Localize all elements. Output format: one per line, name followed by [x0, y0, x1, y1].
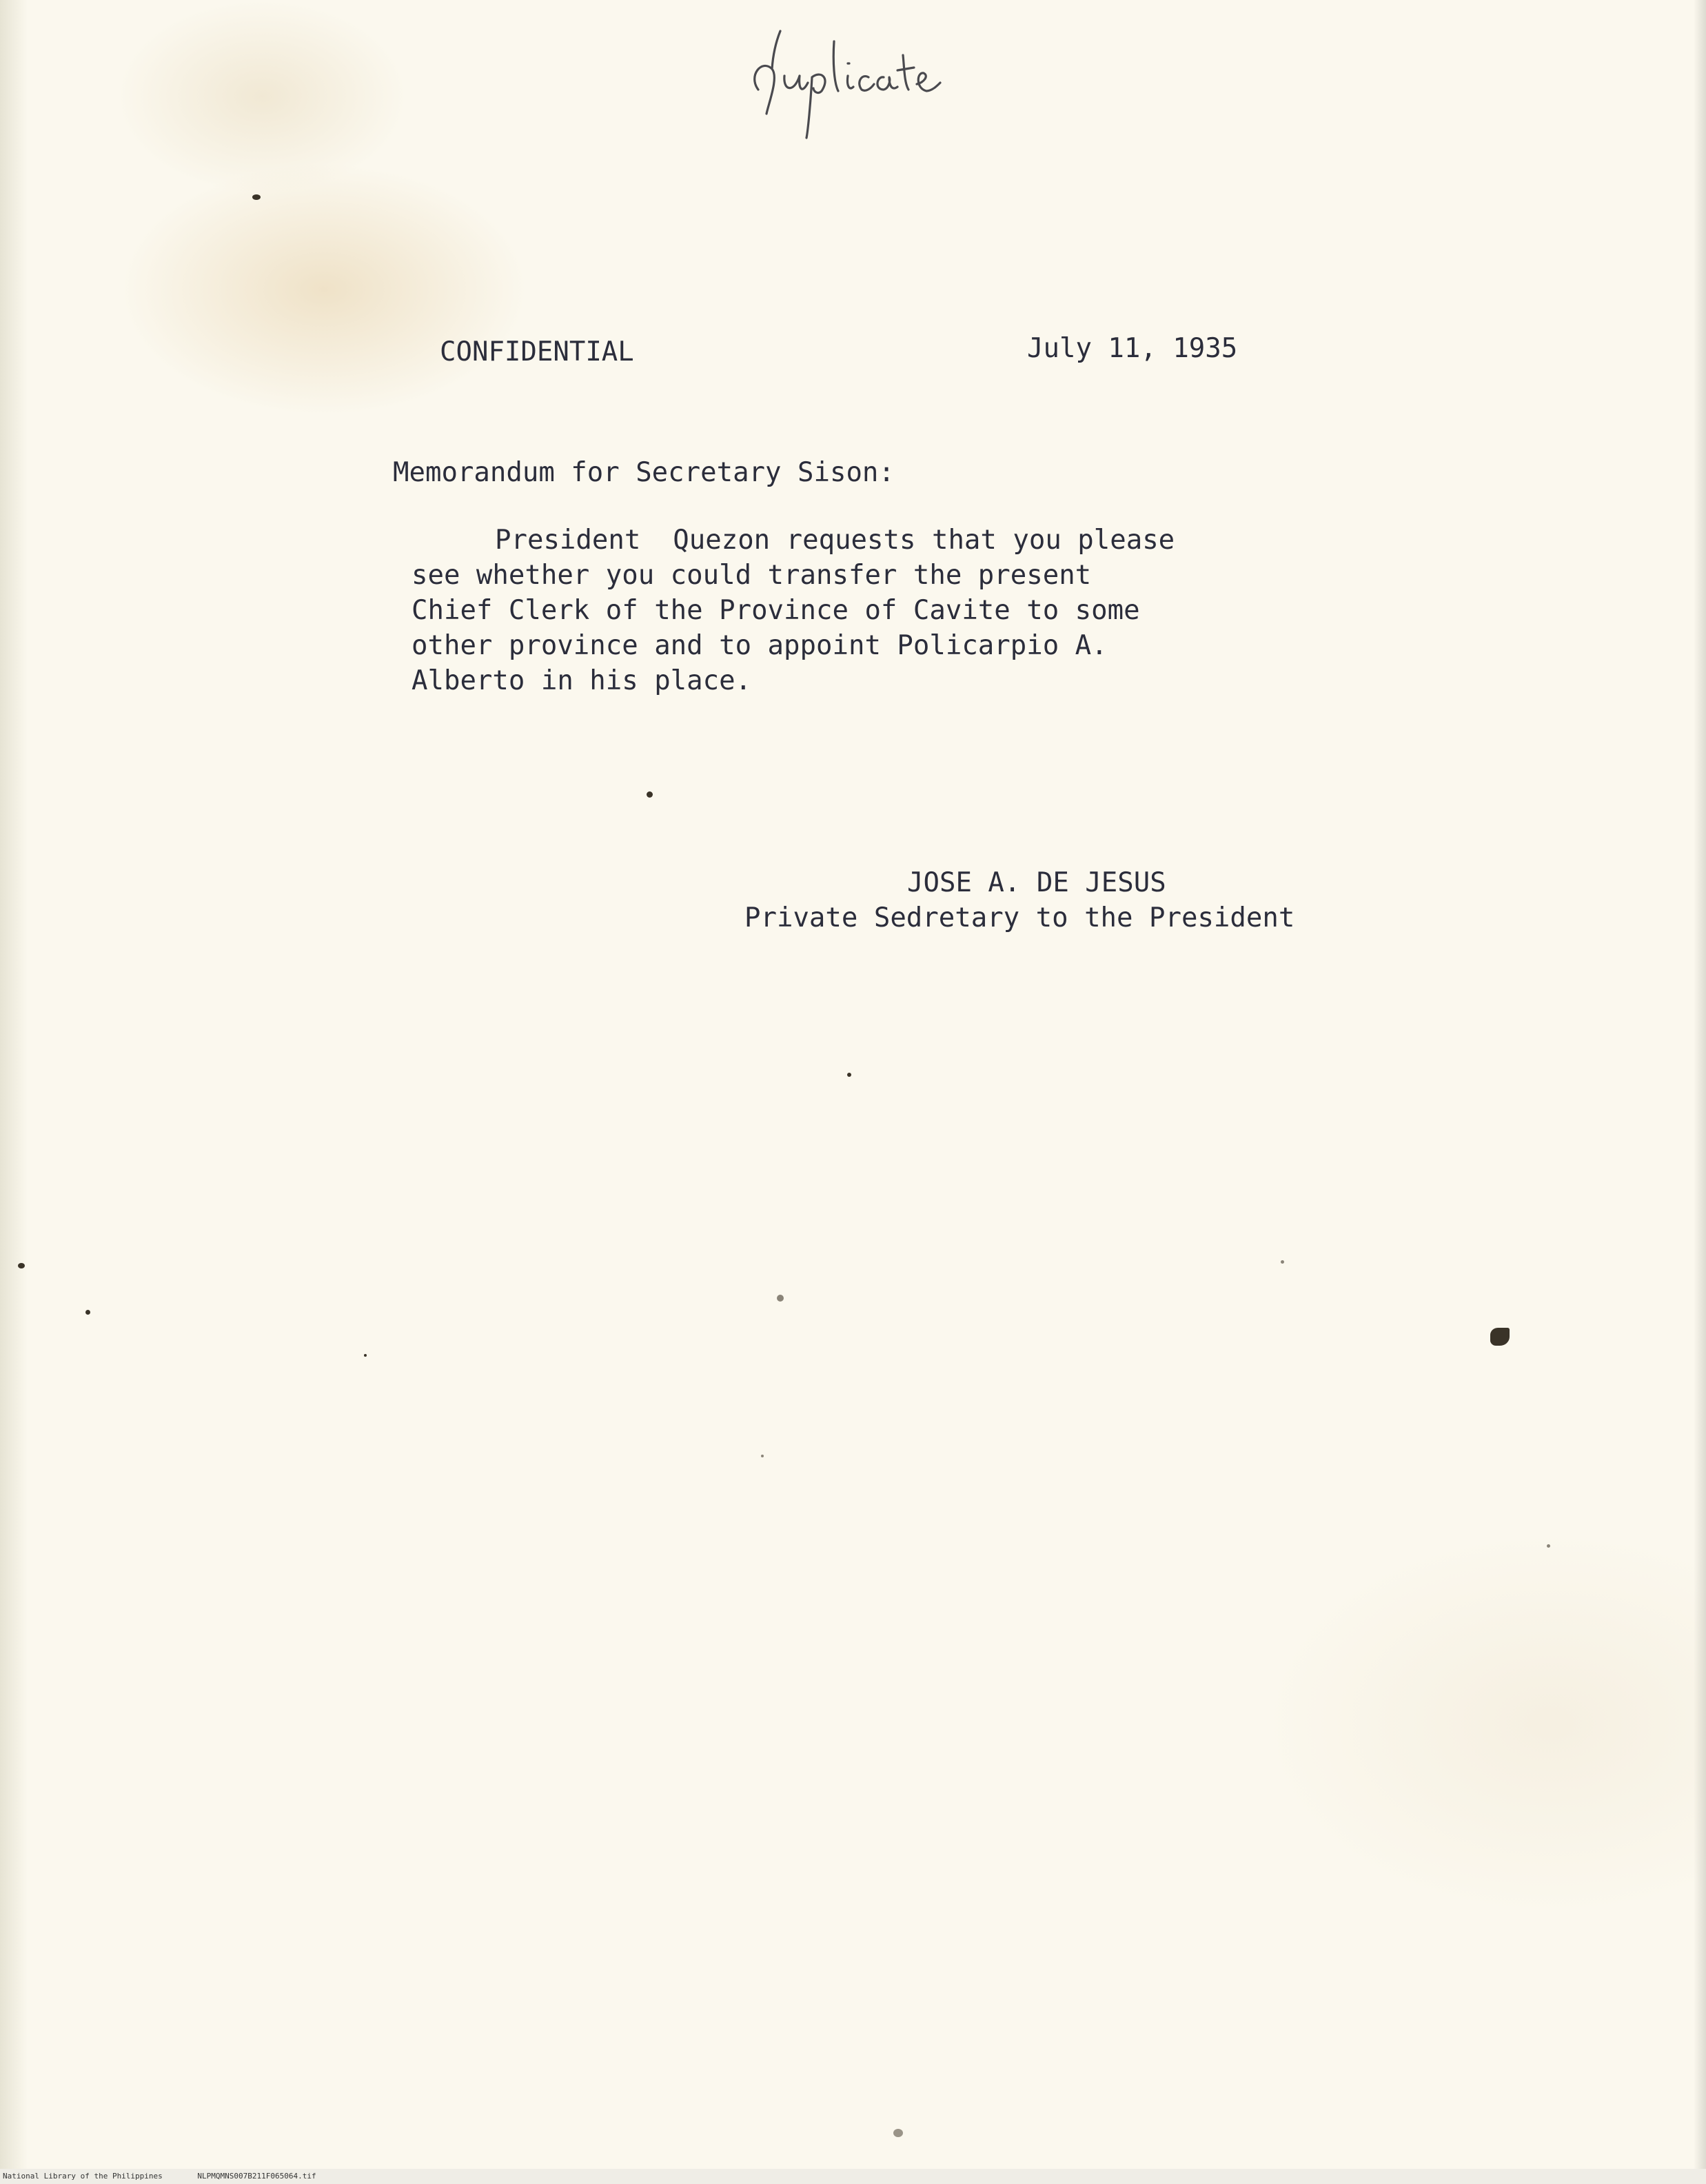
- memo-salutation: Memorandum for Secretary Sison:: [393, 457, 895, 488]
- memo-body-line: Chief Clerk of the Province of Cavite to some: [412, 595, 1140, 626]
- memo-body-line: President Quezon requests that you please: [495, 525, 1175, 556]
- memo-body-line: see whether you could transfer the present: [412, 560, 1092, 591]
- signatory-name: JOSE A. DE JESUS: [907, 867, 1166, 898]
- scan-footer: [0, 2169, 1706, 2184]
- signatory-title: Private Sedretary to the President: [744, 902, 1295, 933]
- footer-filename: NLPMQMNS007B211F065064.tif: [197, 2172, 316, 2181]
- memo-body-line: other province and to appoint Policarpio A.: [412, 630, 1108, 661]
- handwritten-annotation-duplicate: [731, 28, 951, 145]
- confidential-marking: CONFIDENTIAL: [440, 336, 634, 367]
- memo-body-line: Alberto in his place.: [412, 665, 752, 696]
- footer-library: National Library of the Philippines: [3, 2172, 163, 2181]
- memo-date: July 11, 1935: [1027, 333, 1238, 364]
